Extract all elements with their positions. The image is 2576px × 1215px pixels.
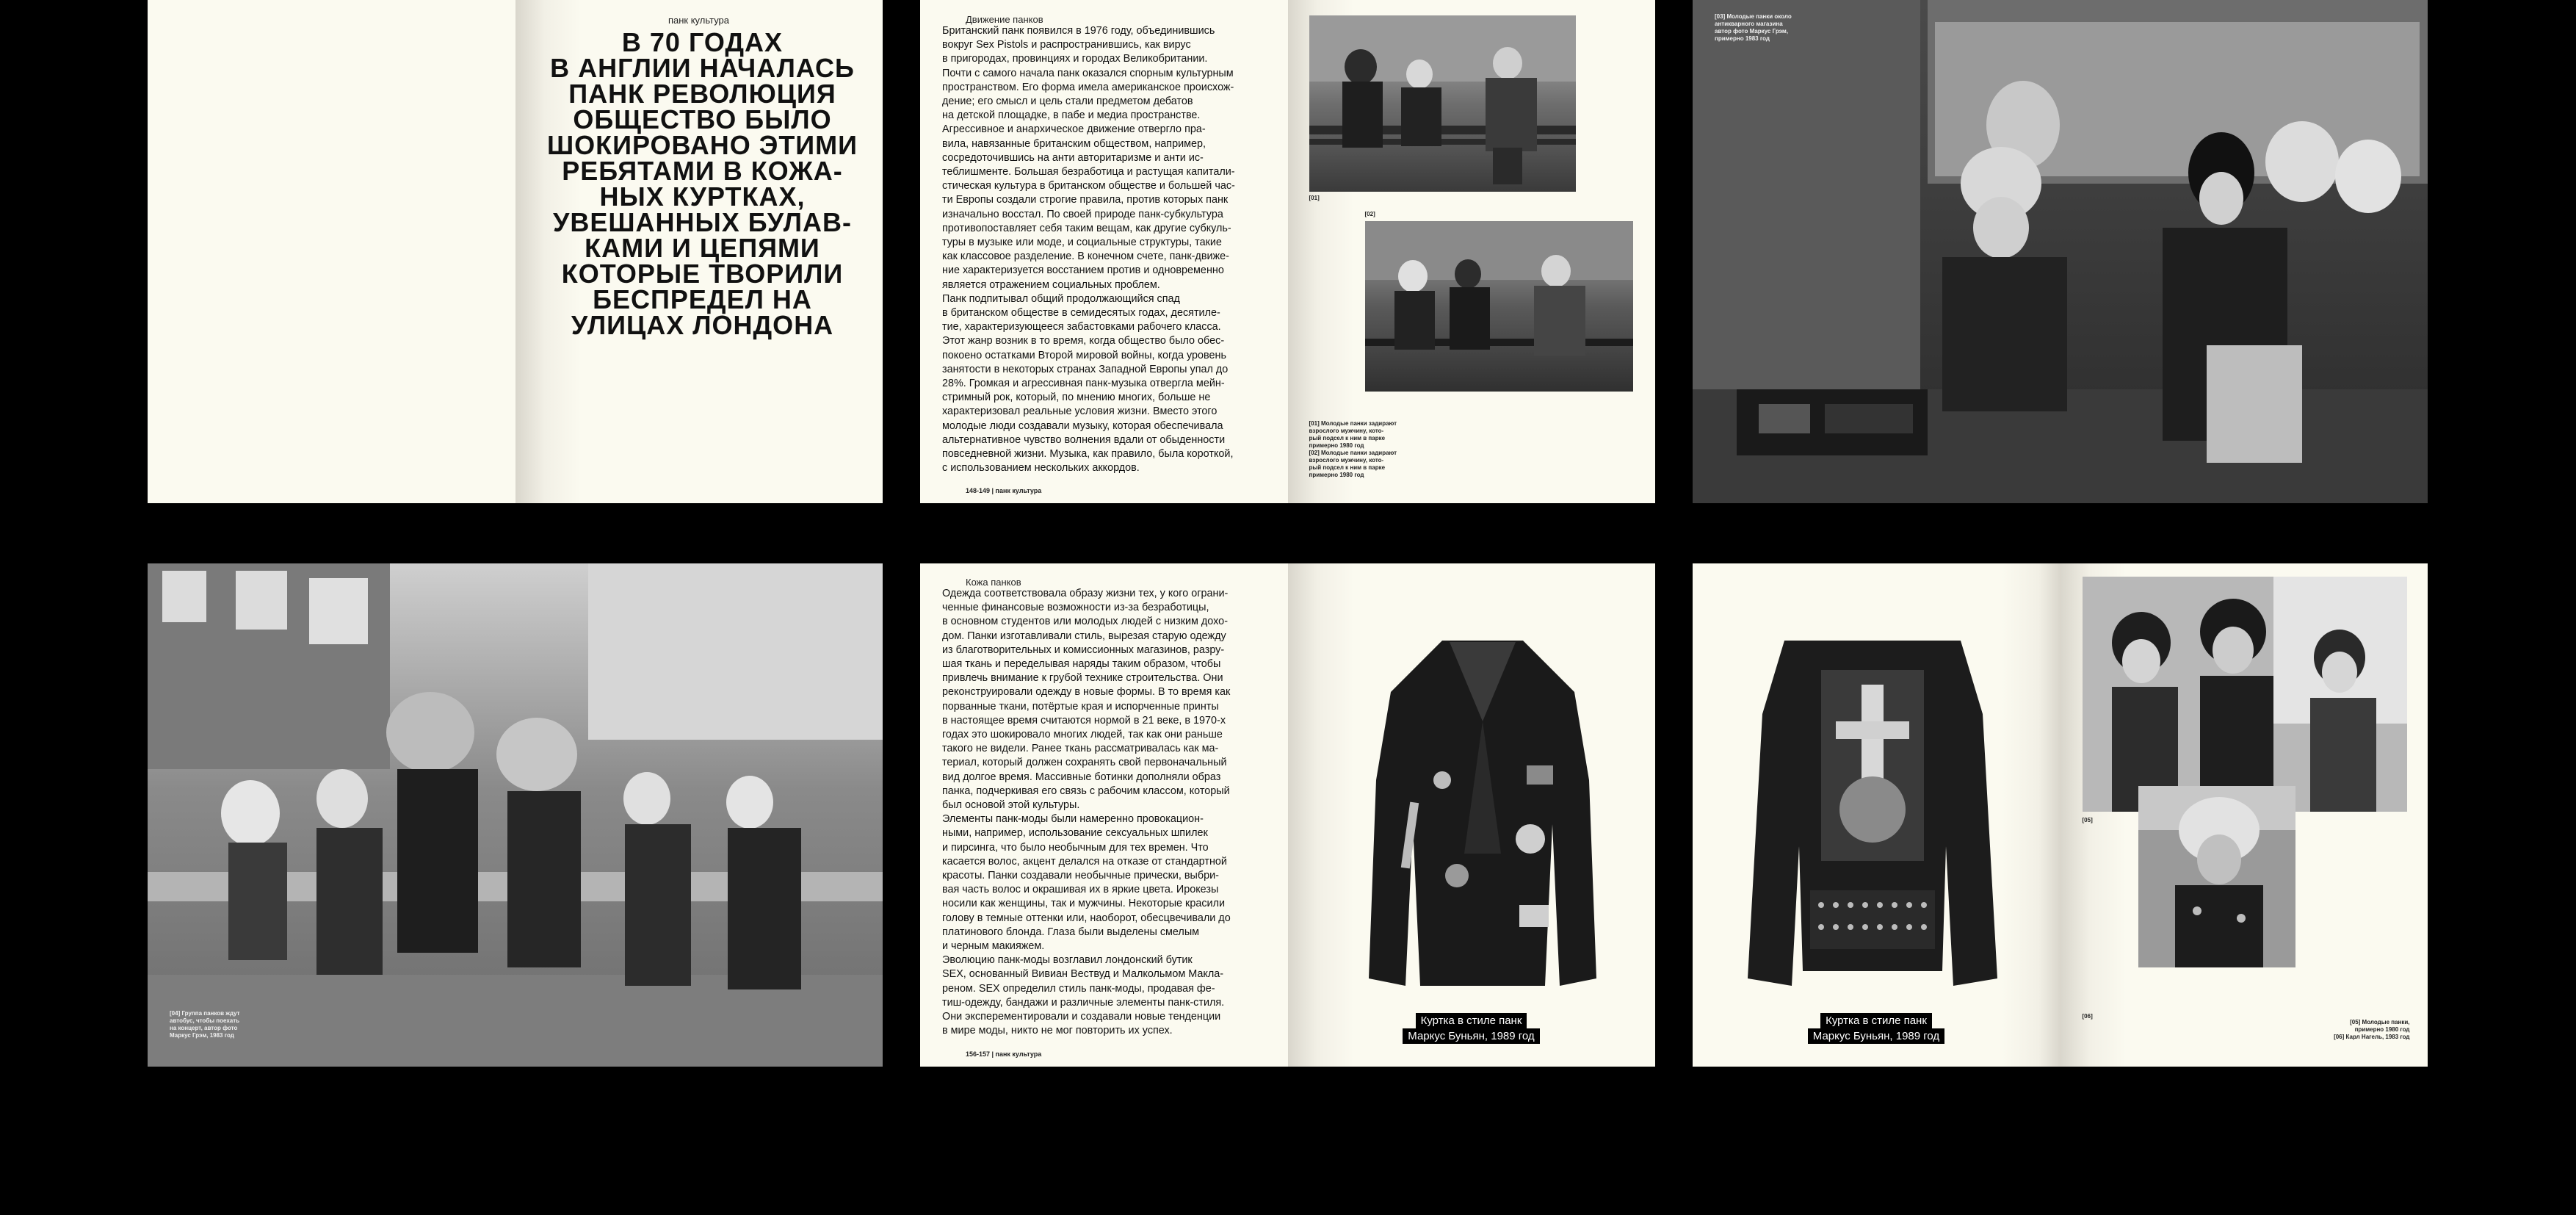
spread-2-left-page <box>920 0 1288 503</box>
photo-number-01: [01] <box>1309 195 1320 201</box>
photo-01-park-bench <box>1309 15 1576 192</box>
spread-1-left-page <box>148 0 515 503</box>
jacket-caption <box>1387 1013 1556 1044</box>
section-title: Кожа панков <box>966 577 1021 588</box>
spread-6-left-page <box>1693 563 2061 1067</box>
spread-1-right-page <box>515 0 883 503</box>
photo-number-02: [02] <box>1364 211 1375 217</box>
spread-6 <box>1693 563 2428 1067</box>
photo-number-05: [05] <box>2082 817 2093 823</box>
photo-06-karl-nagel <box>2138 786 2295 967</box>
photo-02-park-bench <box>1365 221 1633 392</box>
spread-5 <box>920 563 1655 1067</box>
article-body: Одежда соответствовала образу жизни тех, у кого ограни- ченные финансовые возможности из-за безработицы, в основном студентов или молодых людей с низким дохо- дом. Панки изготавливали стиль, вырезая старую одежду из благотворительных и комиссионных магазинов, разру- шая ткань и переделывая наряды таким образом, чтобы привлечь внимание к грубой технике строительства. Они реконструировали одежду в новые формы. В то время как порванные ткани, потёртые края и испорченные принты в настоящее время считаются нормой в 21 веке, в 1970-х годах это шокировало многих людей, так как они раньше такого не видели. Ранее ткань рассматривалась как ма- териал, который должен сохранять свой первоначальный вид долгое время. Массивные ботинки дополняли образ панка, подчеркивая его связь с рабочим классом, который был основой этой культуры. Элементы панк-моды были намеренно провокацион- ными, например, использование сексуальных шпилек и пирсинга, что было необычным для тех времен. Что касается волос, акцент делался на отказе от стандартной красоты. Панки создавали необычные прически, выбри- вая часть волос и окрашивая их в яркие цвета. Ирокезы носили как женщины, так и мужчины. Некоторые красили голову в темные оттенки или, наоборот, обесцвечивали до платинового блонда. Глаза были выделены смелым и черным макияжем. Эволюцию панк-моды возглавил лондонский бутик SEX, основанный Вивиан Вествуд и Малкольмом Макла- реном. SEX определил стиль панк-моды, продавая фе- тиш-одежду, бандажи и различные элементы панк-стиля. Они эксперементировали и создавали новые тенденции в мире моды, никто не мог повторить их успех. <box>942 588 1231 1037</box>
jacket-caption-line-2: Маркус Буньян, 1989 год <box>1403 1028 1539 1044</box>
jacket-caption-line-2: Маркус Буньян, 1989 год <box>1808 1028 1944 1044</box>
spread-5-right-page <box>1288 563 1656 1067</box>
spread-1 <box>148 0 883 503</box>
spread-2 <box>920 0 1655 503</box>
category-label: панк культура <box>667 15 730 26</box>
page-folio: 156-157 | панк культура <box>966 1050 1042 1058</box>
page-headline: В 70 ГОДАХ В АНГЛИИ НАЧАЛАСЬ ПАНК РЕВОЛЮЦИЯ ОБЩЕСТВО БЫЛО ШОКИРОВАНО ЭТИМИ РЕБЯТАМИ В КОЖА- НЫХ КУРТКАХ, УВЕШАННЫХ БУЛАВ- КАМИ И ЦЕПЯМИ КОТОРЫЕ ТВОРИЛИ БЕСПРЕДЕЛ НА УЛИЦАХ ЛОНДОНА <box>546 27 858 340</box>
photo-captions-05-06: [05] Молодые панки, примерно 1980 год [06] Карл Нагель, 1983 год <box>2334 1019 2410 1040</box>
photo-captions-01-02: [01] Молодые панки задирают взрослого мужчину, кото- рый подсел к ним в парке примерно 1980 год [02] Молодые панки задирают взрослого мужчину, кото- рый подсел к ним в парке примерно 1980 год <box>1309 420 1397 478</box>
spread-3 <box>1693 0 2428 503</box>
article-body: Британский панк появился в 1976 году, объединившись вокруг Sex Pistols и распространившись, как вирус в пригородах, провинциях и городах Великобритании. Почти с самого начала панк оказался спорным культурным пространством. Его форма имела американское происхож- дение; его смысл и цель стали предметом дебатов на детской площадке, в пабе и медиа пространстве. Агрессивное и анархическое движение отвергло пра- вила, навязанные британским обществом, например, сосредоточившись на анти авторитаризме и анти ис- теблишменте. Большая безработица и растущая капитали- стическая культура в британском обществе и большей час- ти Европы создали строгие правила, против которых панк изначально восстал. По своей природе панк-субкультура противопоставляет себя таким вещам, как другие субкуль- туры в музыке или моде, и социальные структуры, такие как классовое разделение. В конечном счете, панк-движе- ние характеризуется восстанием против и одновременно является отражением социальных проблем. Панк подпитывал общий продолжающийся спад в британском обществе в семидесятых годах, десятиле- тие, характеризующееся забастовками рабочего класса. Этот жанр возник в то время, когда общество было обес- покоено остатками Второй мировой войны, когда уровень занятости в некоторых странах Западной Европы упал до 28%. Громкая и агрессивная панк-музыка отвергла мейн- стримный рок, который, по мнению многих, больше не характеризовал реальные условия жизни. Вместо этого молодые люди создавали музыку, которая обеспечивала альтернативное чувство волнения вдали от обыденности повседневной жизни. Музыка, как правило, была короткой, с использованием нескольких аккордов. <box>942 25 1235 475</box>
jacket-caption-line-1: Куртка в стиле панк <box>1416 1013 1527 1028</box>
photo-leather-jacket <box>1361 633 1604 1001</box>
spread-4 <box>148 563 883 1067</box>
photo-painted-jacket <box>1740 626 2005 1008</box>
spread-5-left-page <box>920 563 1288 1067</box>
jacket-caption-line-1: Куртка в стиле панк <box>1820 1013 1932 1028</box>
photo-03-antique-shop <box>1693 0 2428 503</box>
spread-6-right-page <box>2061 563 2428 1067</box>
spread-2-right-page <box>1288 0 1656 503</box>
photo-number-06: [06] <box>2082 1013 2093 1020</box>
jacket-caption <box>1792 1013 1961 1044</box>
photo-05-young-punks <box>2083 577 2407 812</box>
photo-caption-04: [04] Группа панков ждут автобус, чтобы поехать на концерт, автор фото Маркус Грэм, 1983 год <box>170 1010 240 1039</box>
section-title: Движение панков <box>966 14 1043 25</box>
photo-caption-03: [03] Молодые панки около антикварного магазина автор фото Маркус Грэм, примерно 1983 год <box>1715 13 1792 42</box>
photo-04-punks-waiting <box>148 563 883 1067</box>
page-folio: 148-149 | панк культура <box>966 487 1042 494</box>
